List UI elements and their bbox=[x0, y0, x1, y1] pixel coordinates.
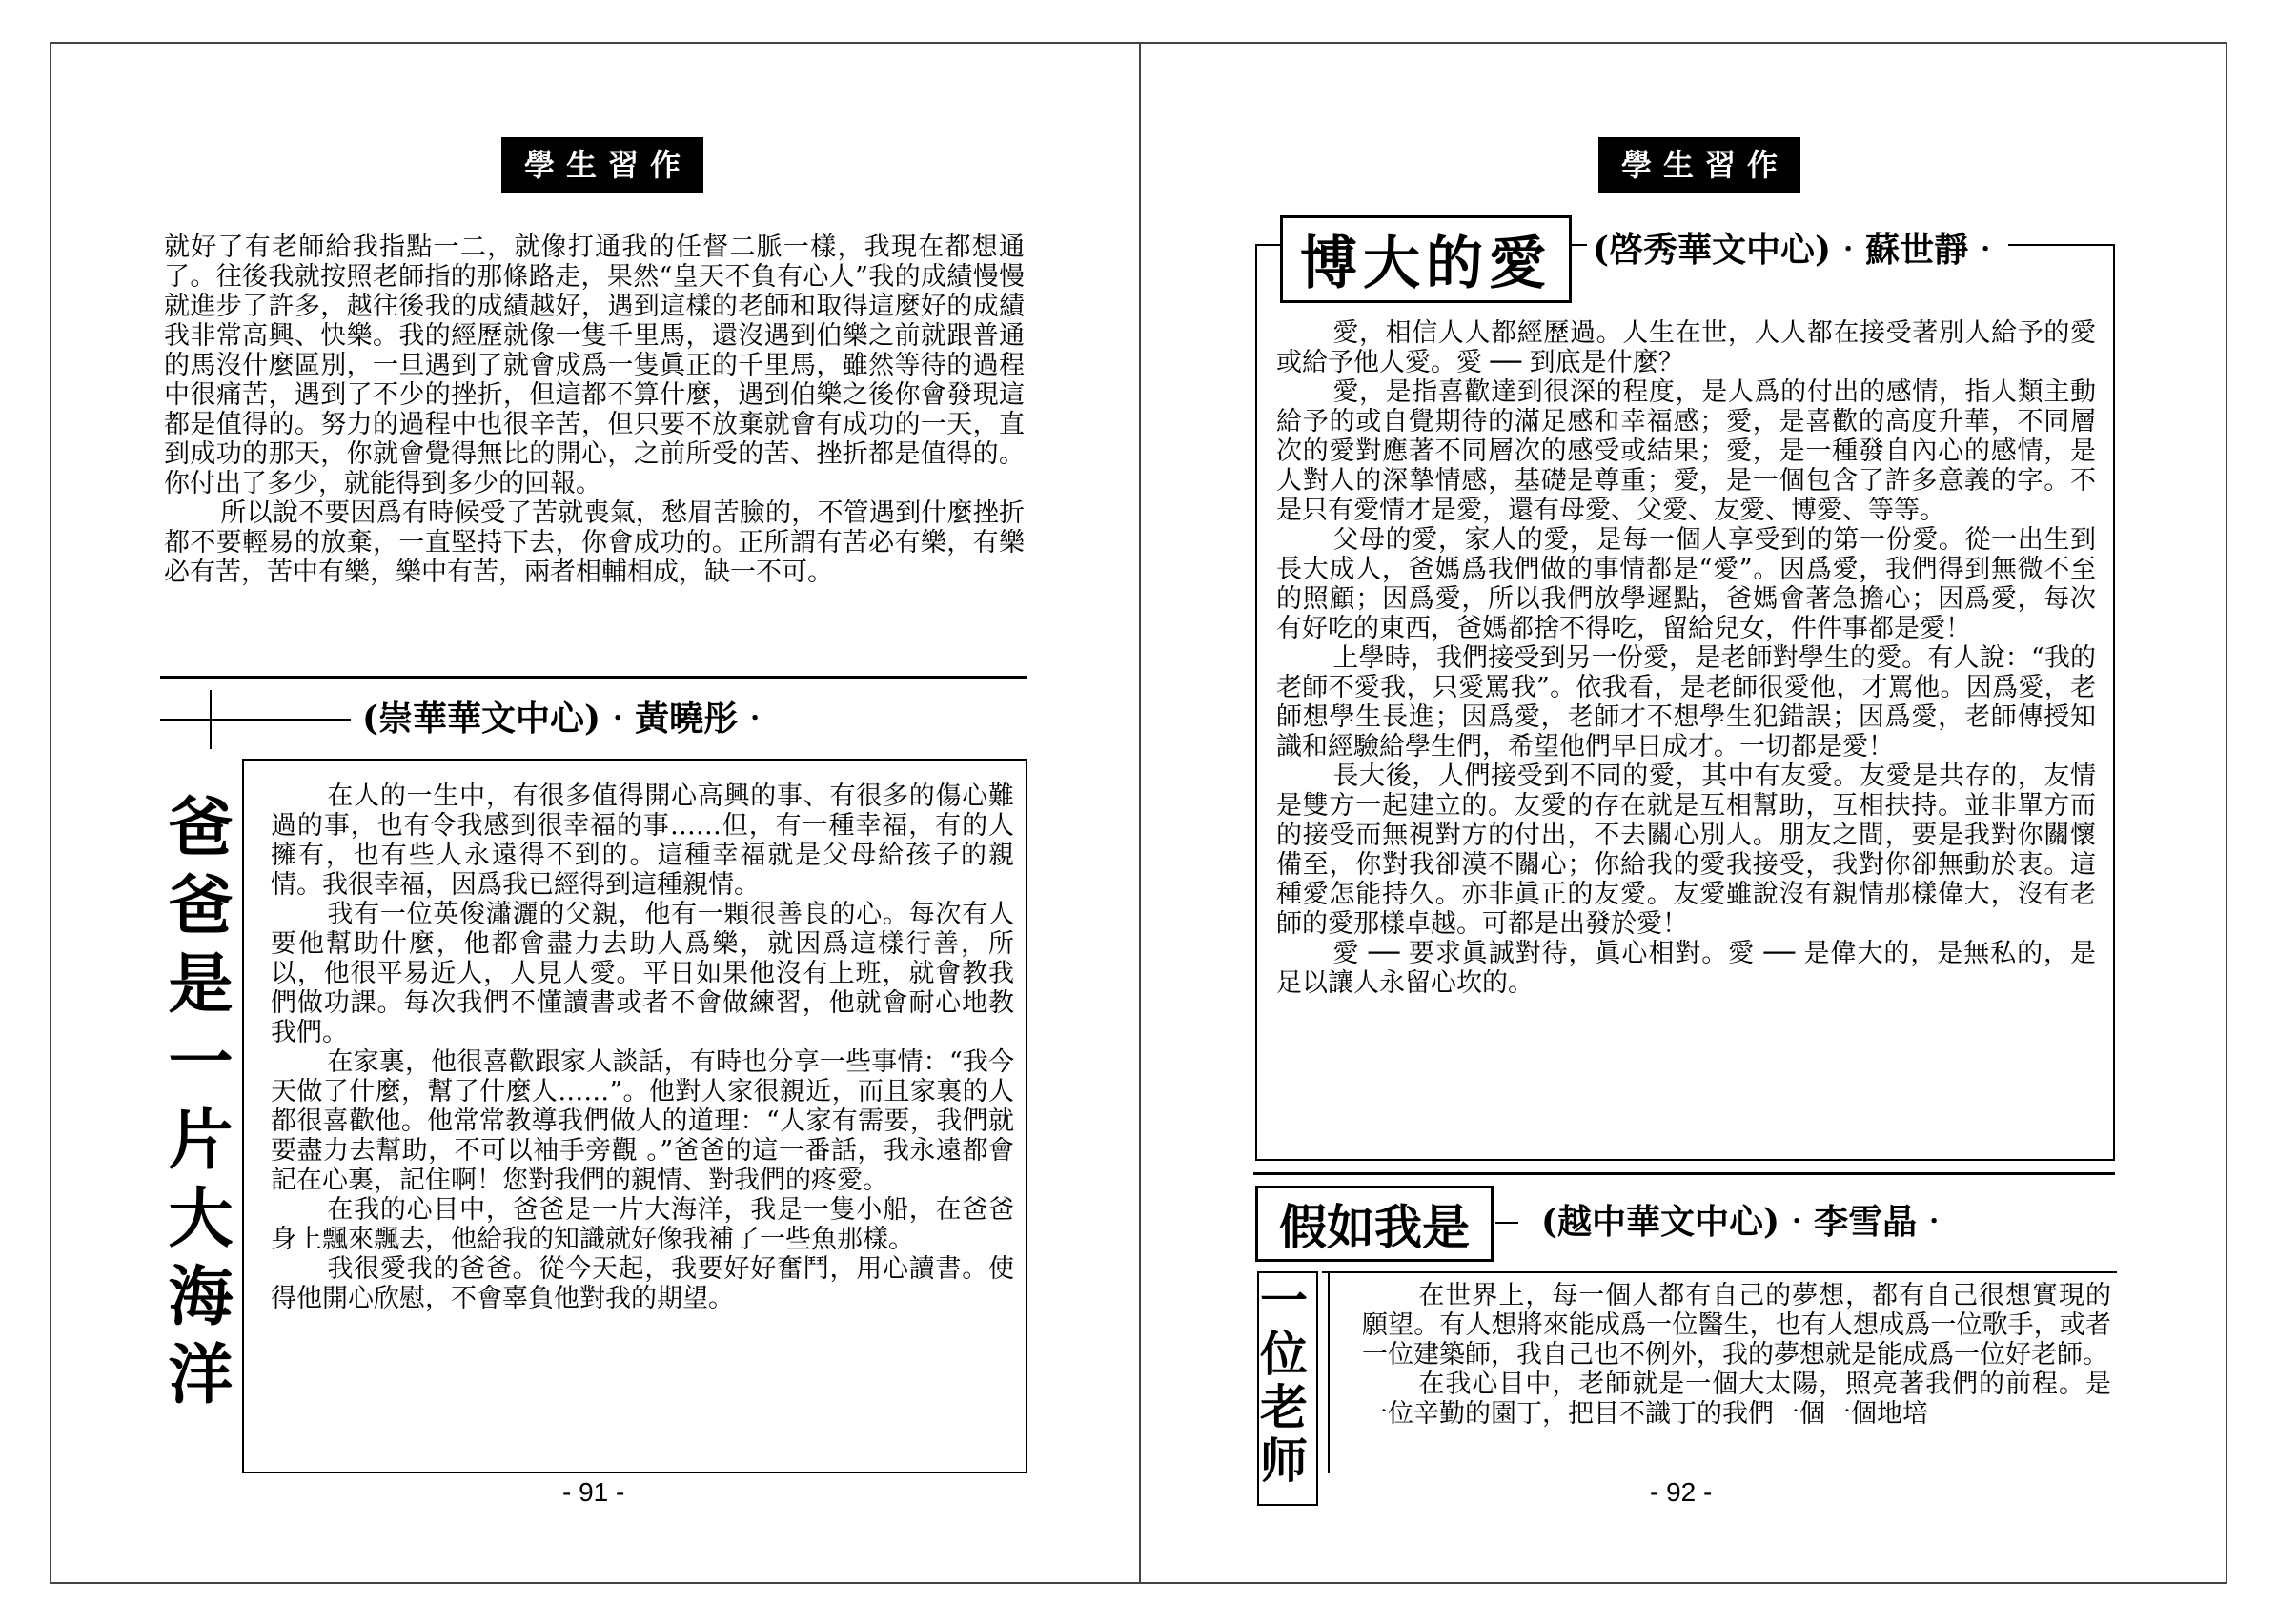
frame-line bbox=[1328, 1271, 1330, 1473]
section-divider bbox=[1253, 1172, 2115, 1175]
section-divider bbox=[160, 676, 1027, 679]
essay-title: 博大的愛 bbox=[1280, 215, 1572, 303]
section-header: 學生習作 bbox=[1598, 137, 1800, 193]
essay-title-vertical: 爸爸是一片大海洋 bbox=[157, 793, 234, 1418]
paragraph: 我有一位英俊瀟灑的父親，他有一顆很善良的心。每次有人要他幫助什麼，他都會盡力去助人爲樂，就因爲這樣行善，所以，他很平易近人，人見人愛。平日如果他沒有上班，就會教我們做功課。每次我們不懂讀書或者不會做練習，他就會耐心地教我們。 bbox=[271, 900, 1014, 1047]
frame-line bbox=[1495, 1222, 1518, 1224]
paragraph: 在我心目中，老師就是一個大太陽，照亮著我們的前程。是一位辛勤的園丁，把目不識丁的我們一個一個地培 bbox=[1362, 1370, 2111, 1429]
section-header: 學生習作 bbox=[501, 137, 703, 193]
essay-body bbox=[1276, 318, 2096, 998]
paragraph: 上學時，我們接受到另一份愛，是老師對學生的愛。有人說：“我的老師不愛我，只愛罵我”。依我看，是老師很愛他，才罵他。因爲愛，老師想學生長進；因爲愛，老師才不想學生犯錯誤；因爲愛，老師傳授知識和經驗給學生們，希望他們早日成才。一切都是愛！ bbox=[1276, 643, 2096, 761]
essay-body bbox=[271, 782, 1014, 1313]
essay-title-top: 假如我是 bbox=[1255, 1186, 1494, 1262]
essay-title-vertical: 一位老师 bbox=[1252, 1275, 1309, 1489]
paragraph: 在我的心目中，爸爸是一片大海洋，我是一隻小船，在爸爸身上飄來飄去，他給我的知識就好像我補了一些魚那樣。 bbox=[271, 1195, 1014, 1254]
paragraph: 所以說不要因爲有時候受了苦就喪氣，愁眉苦臉的，不管遇到什麼挫折都不要輕易的放棄，一直堅持下去，你會成功的。正所謂有苦必有樂，有樂必有苦，苦中有樂，樂中有苦，兩者相輔相成，缺一不可。 bbox=[164, 498, 1025, 587]
paragraph: 在人的一生中，有很多值得開心高興的事、有很多的傷心難過的事，也有令我感到很幸福的事……但，有一種幸福，有的人擁有，也有些人永遠得不到的。這種幸福就是父母給孩子的親情。我很幸福，因爲我已經得到這種親情。 bbox=[271, 782, 1014, 900]
right-page bbox=[1141, 42, 2227, 1584]
paragraph: 就好了有老師給我指點一二，就像打通我的任督二脈一樣，我現在都想通了。往後我就按照老師指的那條路走，果然“皇天不負有心人”我的成績慢慢就進步了許多，越往後我的成績越好，遇到這樣的老師和取得這麼好的成績我非常高興、快樂。我的經歷就像一隻千里馬，還沒遇到伯樂之前就跟普通的馬沒什麼區別，一旦遇到了就會成爲一隻眞正的千里馬，雖然等待的過程中很痛苦，遇到了不少的挫折，但這都不算什麼，遇到伯樂之後你會發現這都是值得的。努力的過程中也很辛苦，但只要不放棄就會有成功的一天，直到成功的那天，你就會覺得無比的開心，之前所受的苦、挫折都是值得的。你付出了多少，就能得到多少的回報。 bbox=[164, 233, 1025, 498]
page-number: - 92 - bbox=[1650, 1477, 1713, 1507]
essay-author: (崇華華文中心)‧黃曉彤‧ bbox=[362, 699, 773, 739]
frame-line bbox=[1322, 1271, 2117, 1273]
paragraph: 長大後，人們接受到不同的愛，其中有友愛。友愛是共存的，友情是雙方一起建立的。友愛的存在就是互相幫助，互相扶持。並非單方而的接受而無視對方的付出，不去關心別人。朋友之間，要是我對你關懷備至，你對我卻漠不關心；你給我的愛我接受，我對你卻無動於衷。這種愛怎能持久。亦非眞正的友愛。友愛雖說沒有親情那樣偉大，沒有老師的愛那樣卓越。可都是出發於愛！ bbox=[1276, 761, 2096, 939]
page-number: - 91 - bbox=[562, 1477, 625, 1507]
paragraph: 我很愛我的爸爸。從今天起，我要好好奮鬥，用心讀書。使得他開心欣慰，不會辜負他對我的期望。 bbox=[271, 1254, 1014, 1313]
paragraph: 在世界上，每一個人都有自己的夢想，都有自己很想實現的願望。有人想將來能成爲一位醫生，也有人想成爲一位歌手，或者一位建築師，我自己也不例外，我的夢想就是能成爲一位好老師。 bbox=[1362, 1281, 2111, 1370]
essay-author: (越中華文中心)‧李雪晶‧ bbox=[1541, 1202, 1952, 1242]
frame-line bbox=[160, 719, 351, 721]
paragraph: 愛，是指喜歡達到很深的程度，是人爲的付出的感情，指人類主動給予的或自覺期待的滿足感和幸福感；愛，是喜歡的高度升華，不同層次的愛對應著不同層次的感受或結果；愛，是一種發自內心的感情，是人對人的深摯情感，基礎是尊重；愛，是一個包含了許多意義的字。不是只有愛情才是愛，還有母愛、父愛、友愛、博愛、等等。 bbox=[1276, 377, 2096, 525]
essay-author: (啓秀華文中心)‧蘇世靜‧ bbox=[1587, 229, 2008, 271]
paragraph: 在家裏，他很喜歡跟家人談話，有時也分享一些事情：“我今天做了什麼，幫了什麼人……”。他對人家很親近，而且家裏的人都很喜歡他。他常常教導我們做人的道理：“人家有需要，我們就要盡力去幫助，不可以袖手旁觀 。”爸爸的這一番話，我永遠都會記在心裏，記住啊！您對我們的親情、對我們的疼愛。 bbox=[271, 1047, 1014, 1195]
paragraph: 父母的愛，家人的愛，是每一個人享受到的第一份愛。從一出生到長大成人，爸媽爲我們做的事情都是“愛”。因爲愛，我們得到無微不至的照顧；因爲愛，所以我們放學遲點，爸媽會著急擔心；因爲愛，每次有好吃的東西，爸媽都捨不得吃，留給兒女，件件事都是愛！ bbox=[1276, 525, 2096, 643]
left-page bbox=[50, 42, 1139, 1584]
paragraph: 愛 ── 要求眞誠對待，眞心相對。愛 ── 是偉大的，是無私的，是足以讓人永留心坎的。 bbox=[1276, 939, 2096, 998]
essay-body bbox=[1362, 1281, 2111, 1429]
continued-essay bbox=[164, 233, 1025, 587]
paragraph: 愛，相信人人都經歷過。人生在世，人人都在接受著別人給予的愛或給予他人愛。愛 ── 到底是什麼？ bbox=[1276, 318, 2096, 377]
